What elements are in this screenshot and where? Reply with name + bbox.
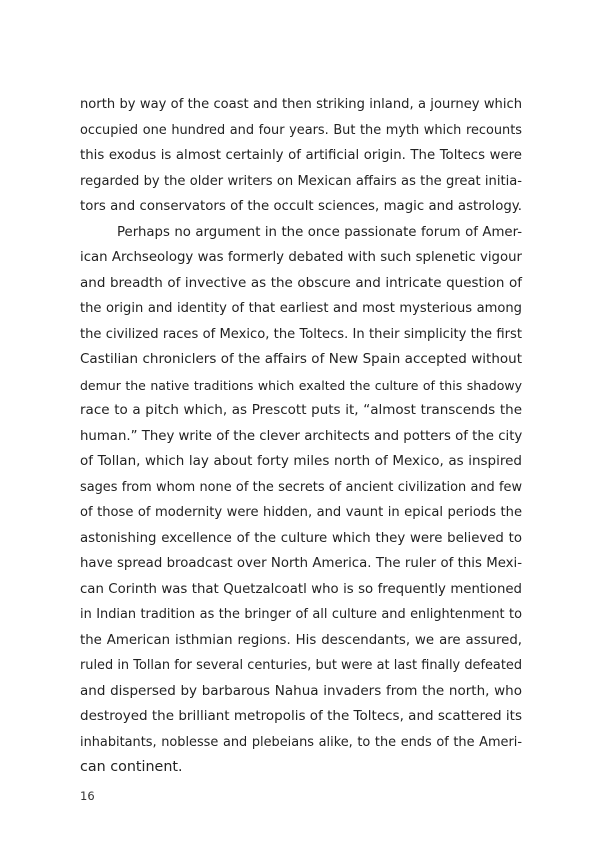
paragraph-1: [80, 92, 522, 220]
text-line: sages from whom none of the secrets of ancient civilization and few: [80, 479, 522, 495]
text-line: the American isthmian regions. His descendants, we are assured,: [80, 632, 522, 648]
text-line: of those of modernity were hidden, and vaunt in epical periods the: [80, 505, 522, 520]
text-line: can Corinth was that Quetzalcoatl who is so frequently mentioned: [80, 581, 522, 597]
text-line: Castilian chroniclers of the affairs of New Spain accepted without: [80, 351, 522, 367]
text-line: human.” They write of the clever architects and potters of the city: [80, 428, 523, 444]
text-line: tors and conservators of the occult sciences, magic and astrology.: [80, 199, 522, 214]
text-line: this exodus is almost certainly of artificial origin. The Toltecs were: [80, 148, 522, 163]
text-line: regarded by the older writers on Mexican affairs as the great initia-: [80, 173, 522, 189]
text-line: the civilized races of Mexico, the Toltecs. In their simplicity the first: [80, 326, 522, 342]
text-line: and dispersed by barbarous Nahua invaders from the north, who: [80, 682, 522, 699]
text-line: can continent.: [80, 759, 183, 775]
text-line: north by way of the coast and then striking inland, a journey which: [80, 97, 522, 112]
text-line: occupied one hundred and four years. But the myth which recounts: [80, 122, 522, 138]
text-line: ruled in Tollan for several centuries, but were at last finally defeated: [80, 658, 522, 673]
page-body: [80, 92, 522, 781]
text-line: race to a pitch which, as Prescott puts it, “almost transcends the: [80, 402, 522, 418]
text-line: the origin and identity of that earliest and most mysterious among: [80, 301, 522, 316]
paragraph-2: [80, 220, 522, 781]
text-line: inhabitants, noblesse and plebeians alike, to the ends of the Ameri-: [80, 734, 522, 750]
text-line: of Tollan, which lay about forty miles north of Mexico, as inspired: [80, 453, 522, 469]
text-line: ican Archseology was formerly debated with such splenetic vigour: [80, 250, 522, 265]
text-line: demur the native traditions which exalted the culture of this shadowy: [80, 377, 522, 393]
text-line: destroyed the brilliant metropolis of the Toltecs, and scattered its: [80, 708, 522, 724]
text-line: in Indian tradition as the bringer of all culture and enlightenment to: [80, 607, 522, 622]
text-line: astonishing excellence of the culture which they were believed to: [80, 530, 522, 546]
text-line: Perhaps no argument in the once passionate forum of Amer-: [117, 224, 522, 240]
text-line: and breadth of invective as the obscure and intricate question of: [80, 274, 522, 291]
text-line: have spread broadcast over North America. The ruler of this Mexi-: [80, 556, 522, 571]
page-number: 16: [80, 789, 95, 803]
